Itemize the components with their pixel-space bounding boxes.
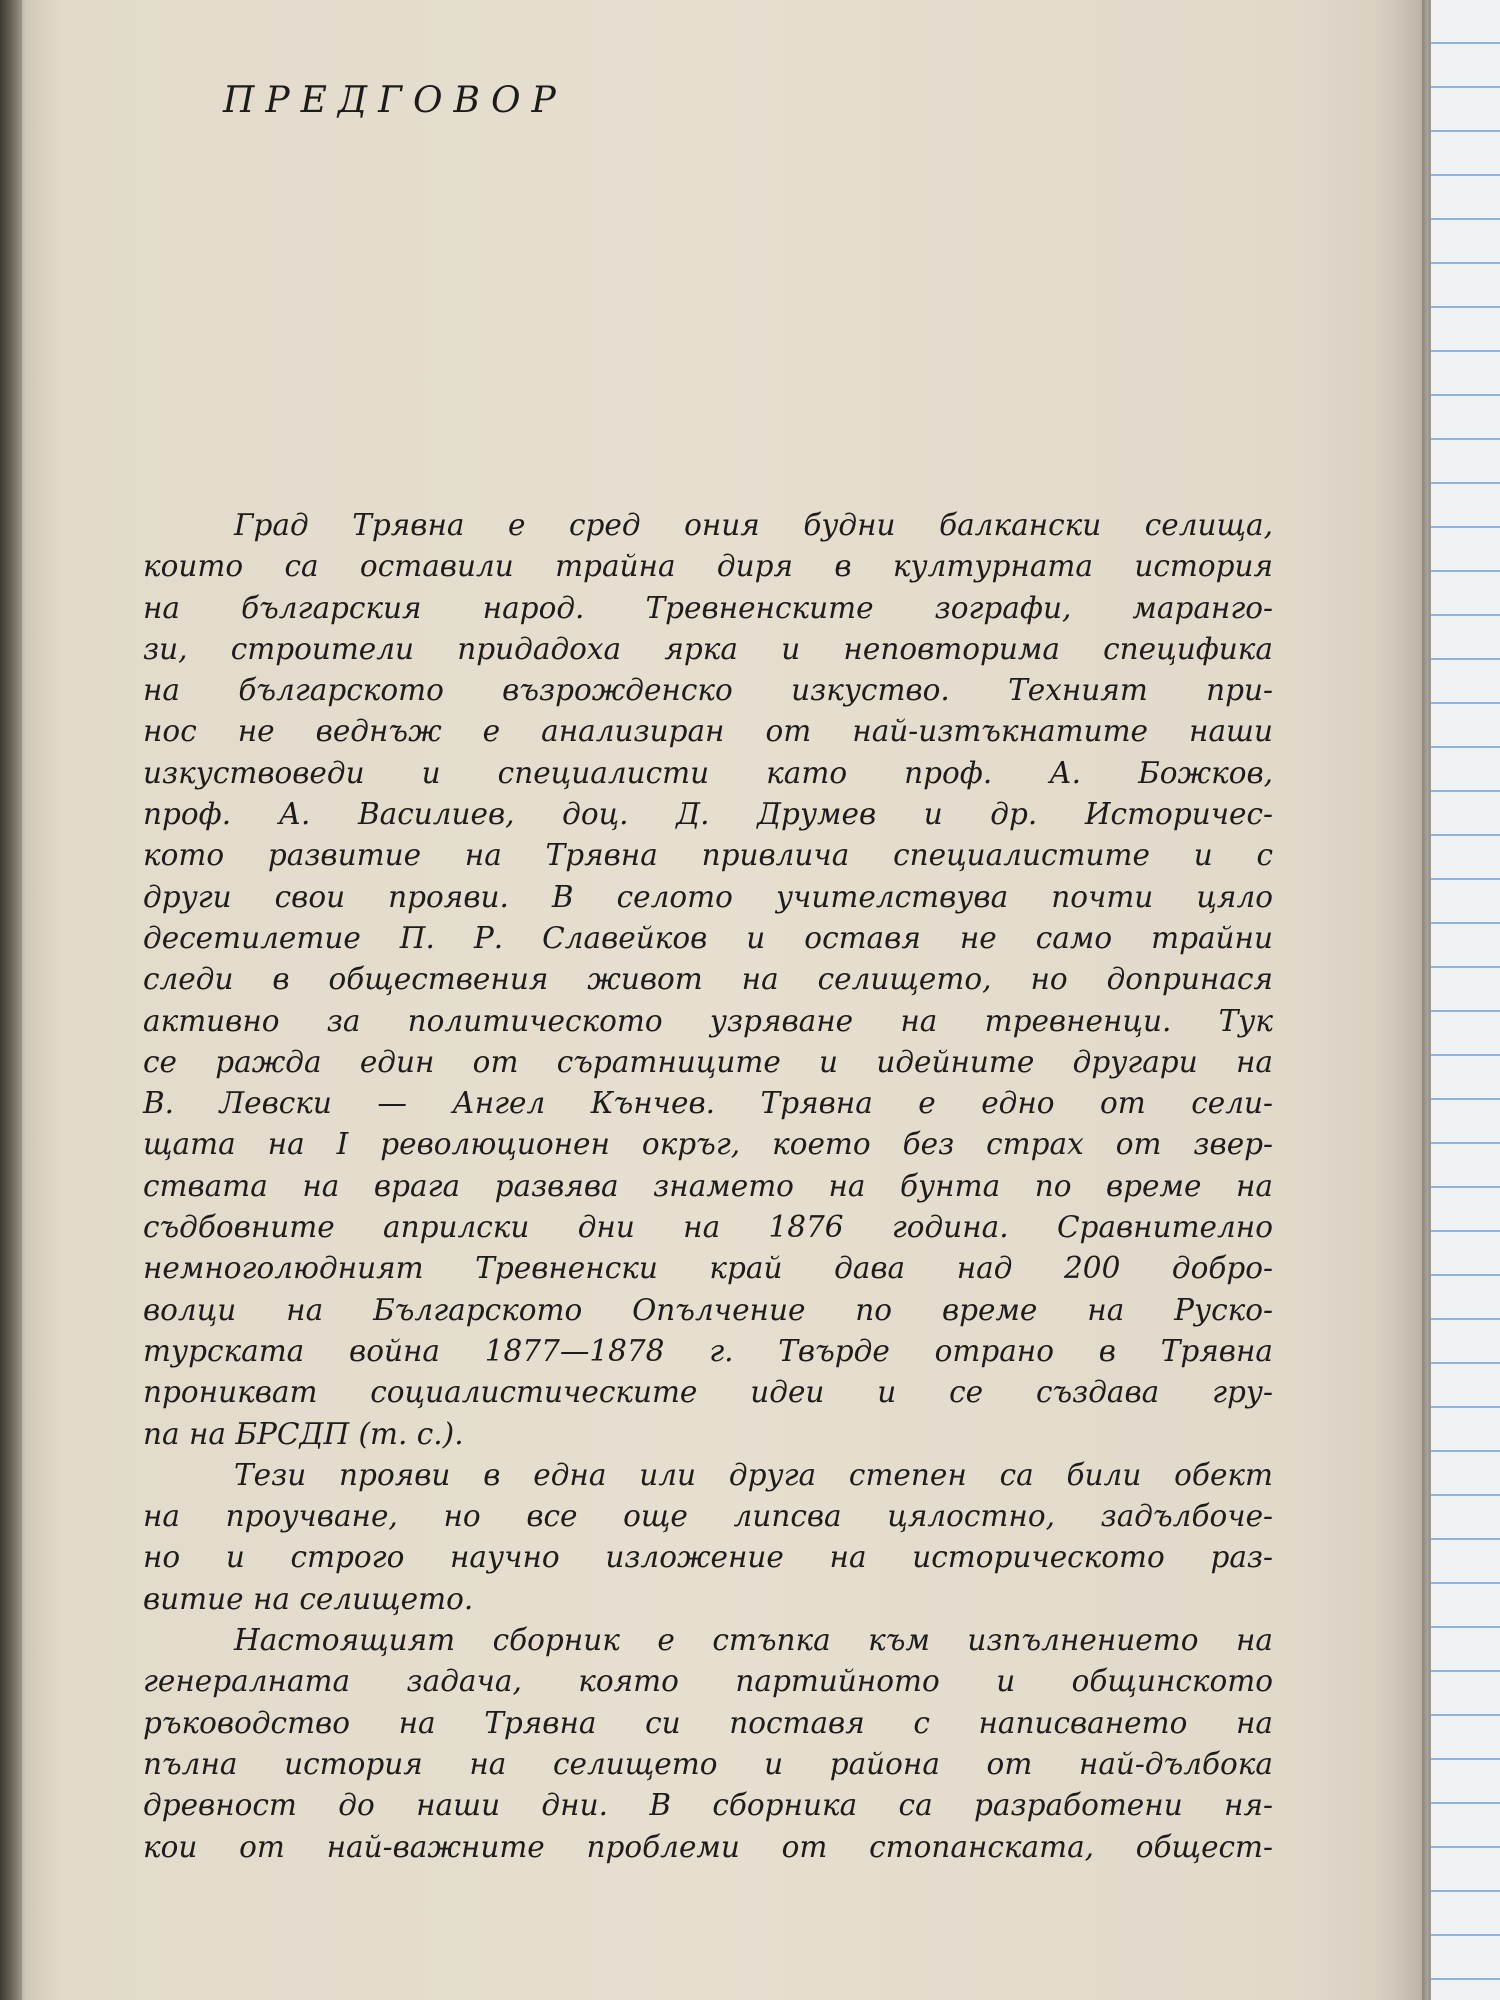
text-line: кото развитие на Трявна привлича специалистите и с: [143, 838, 1273, 873]
lined-notebook-paper: [1428, 0, 1500, 2000]
text-line: Настоящият сборник е стъпка към изпълнението на: [234, 1623, 1273, 1658]
text-line: на проучване, но все още липсва цялостно, задълбоче-: [143, 1499, 1273, 1534]
text-line: десетилетие П. Р. Славейков и оставя не само трайни: [143, 920, 1273, 955]
text-line: Град Трявна е сред ония будни балкански селища,: [234, 508, 1273, 542]
text-line: проф. А. Василиев, доц. Д. Друмев и др. Историчес-: [143, 797, 1273, 832]
text-line: ствата на врага развява знамето на бунта по време на: [143, 1168, 1273, 1203]
text-line: зи, строители придадоха ярка и неповторима специфика: [143, 631, 1273, 666]
text-line: нос не веднъж е анализиран от най-изтъкнатите наши: [143, 714, 1273, 749]
text-line: изкуствоведи и специалисти като проф. А. Божков,: [143, 755, 1273, 790]
text-line: древност до наши дни. В сборника са разработени ня-: [143, 1788, 1273, 1823]
text-line: но и строго научно изложение на историческото раз-: [143, 1540, 1273, 1575]
paragraph-2: [143, 1455, 1273, 1620]
text-line: кои от най-важните проблеми от стопанската, общест-: [143, 1829, 1273, 1864]
text-line: проникват социалистическите идеи и се създава гру-: [143, 1375, 1273, 1410]
adjacent-page-edge: [0, 0, 22, 2000]
paragraph-1: [143, 505, 1273, 1455]
text-line: съдбовните априлски дни на 1876 година. Сравнително: [143, 1210, 1273, 1245]
text-line: турската война 1877—1878 г. Твърде отрано в Трявна: [143, 1333, 1273, 1368]
body-text: [143, 505, 1273, 1868]
text-line: на българския народ. Тревненските зографи, марангo-: [143, 590, 1273, 625]
text-line: ръководство на Трявна си поставя с написването на: [143, 1705, 1273, 1740]
text-line: па на БРСДП (т. с.).: [143, 1416, 464, 1451]
text-line: Тези прояви в една или друга степен са били обект: [234, 1457, 1273, 1492]
text-line: които са оставили трайна диря в културната история: [143, 549, 1273, 584]
text-line: волци на Българското Опълчение по време на Руско-: [143, 1292, 1273, 1327]
text-line: щата на I революционен окръг, което без страх от звер-: [143, 1127, 1273, 1162]
paragraph-3: [143, 1620, 1273, 1868]
text-line: витие на селището.: [143, 1581, 474, 1616]
text-line: на българското възрожденско изкуство. Техният при-: [143, 673, 1273, 708]
text-line: други свои прояви. В селото учителствува почти цяло: [143, 879, 1273, 914]
text-line: пълна история на селището и района от най-дълбока: [143, 1746, 1273, 1781]
page-title: ПРЕДГОВОР: [223, 80, 567, 121]
text-line: В. Левски — Ангел Кънчев. Трявна е едно от сели-: [143, 1086, 1273, 1121]
text-line: генералната задача, която партийното и общинското: [143, 1664, 1273, 1699]
text-line: немноголюдният Тревненски край дава над 200 добро-: [143, 1251, 1273, 1286]
text-line: се ражда един от съратниците и идейните другари на: [143, 1044, 1273, 1079]
text-line: активно за политическото узряване на тревненци. Тук: [143, 1003, 1273, 1038]
text-line: следи в обществения живот на селището, но допринася: [143, 962, 1273, 997]
